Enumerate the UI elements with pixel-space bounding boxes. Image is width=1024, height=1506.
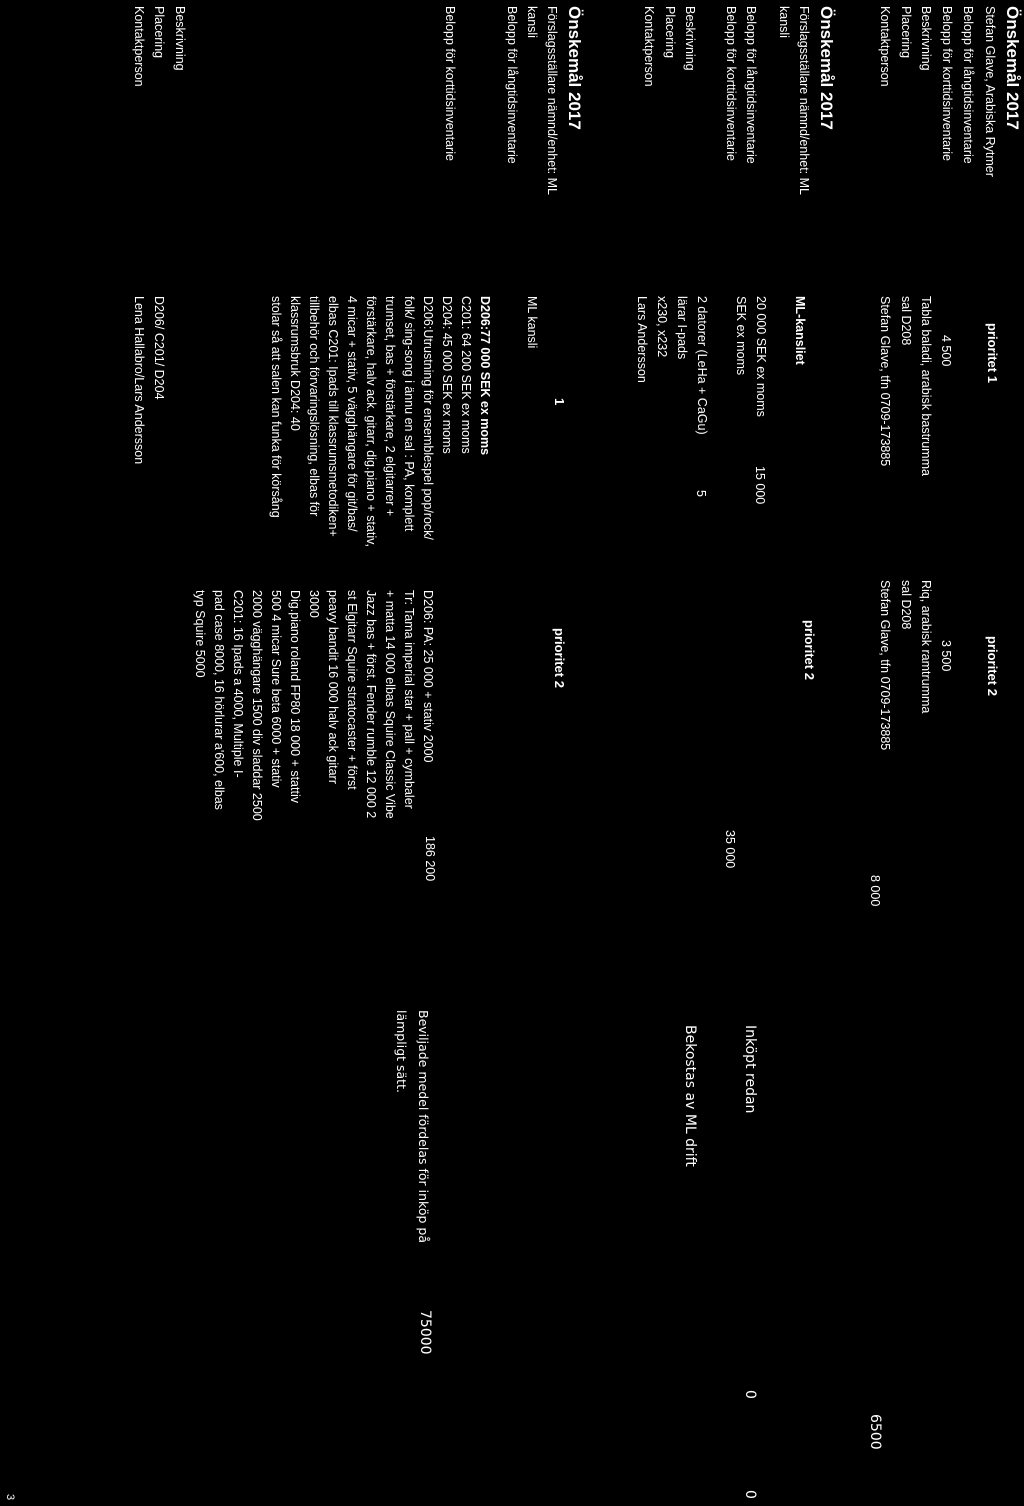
section3-col1-line: elbas C201: Ipads till klassrumsmetodiken+	[326, 296, 340, 537]
section3-amount-d204: D204: 45 000 SEK ex moms	[440, 296, 454, 454]
section2-col1-contact: Lars Andersson	[635, 296, 649, 383]
section3-total: 186 200	[423, 836, 437, 882]
section2-label-long-term: Belopp för långtidsinventarie	[744, 6, 758, 164]
section2-col1-long-term: 20 000 SEK ex moms	[754, 296, 768, 417]
section3-col2-line: Jazz bas + först. Fender rumble 12 000 2	[364, 590, 378, 819]
section2-col2-priority: prioritet 2	[802, 620, 817, 680]
section1-col1-placement: sal D208	[899, 296, 913, 346]
section1-total: 8 000	[868, 875, 882, 907]
section2-col2-long-term: 15 000	[753, 466, 767, 505]
section3-unit: ML kansli	[525, 296, 539, 349]
section3-col1-line: 4 micar + stativ, 5 vägghängare för git/bas/	[345, 296, 359, 532]
section1-label-long-term: Belopp för långtidsinventarie	[961, 6, 975, 164]
section3-col2-line: st Elgitarr Squire stratocaster + först	[345, 590, 359, 790]
section3-label-contact: Kontaktperson	[132, 6, 146, 87]
section3-col2-line: typ Squire 5000	[193, 590, 207, 678]
section3-amounts	[437, 296, 494, 455]
section2-unit: ML-kansliet	[793, 296, 807, 365]
section1-title: Önskemål 2017	[1003, 6, 1022, 130]
section3-col1-line: stolar så att salen kan funka för körsång	[269, 296, 283, 518]
section3-col2-line: peavy bandit 16 000 halv ack gitarr	[326, 590, 340, 784]
section3-priority1: 1	[552, 398, 567, 406]
section1-col2-placement: sal D208	[899, 580, 913, 630]
section3-col1-line: D206:Utrustning för ensemblespel pop/rock/	[421, 296, 435, 540]
section3-col2-line: 3000	[307, 590, 321, 618]
section1-label-contact: Kontaktperson	[878, 6, 892, 87]
section3-label-placement: Placering	[152, 6, 166, 59]
section2-label-description: Beskrivning	[683, 6, 697, 71]
section1-col1-short-term: 4 500	[939, 335, 953, 367]
section1-col2-description: Riq, arabisk ramtrumma	[919, 580, 933, 714]
section3-col2-line: Dig.piano roland FP80 18 000 + stattiv	[288, 590, 302, 803]
section2-title: Önskemål 2017	[817, 6, 836, 130]
section3-label-description: Beskrivning	[173, 6, 187, 71]
section3-col2-line: pad case 8000, 16 hörlurar a'600, elbas	[212, 590, 226, 810]
section3-proposer-line2: kansli	[525, 6, 539, 38]
section3-col2-line: D206: PA: 25 000 + stativ 2000	[421, 590, 435, 763]
section3-col1-line: förstärkare, halv ack. gitarr, dig.piano + stativ,	[364, 296, 378, 547]
section3-col1-description	[266, 296, 437, 547]
section3-col1-line: folk/ sing-song i ännu en sal : PA, komplett	[402, 296, 416, 532]
section3-col2-line: 2000 vägghängare 1500 div sladdar 2500	[250, 590, 264, 821]
section3-col1-line: klassrumsbruk D204: 40	[288, 296, 302, 431]
section2-comment2: Bekostas av ML drift	[682, 1025, 698, 1167]
section2-label-placement: Placering	[663, 6, 677, 59]
section3-label-long-term: Belopp för långtidsinventarie	[505, 6, 519, 164]
section3-col2-line: Tr: Tama imperial star + pall + cymbaler	[402, 590, 416, 809]
section2-decision-amount2: 0	[742, 1490, 758, 1499]
section3-comment-line: lämpligt sätt.	[394, 1010, 409, 1093]
section3-comment	[390, 1010, 434, 1243]
section1-col1-contact: Stefan Glave, tfn 0709-173885	[878, 296, 892, 467]
section2-comment: Inköpt redan	[742, 1025, 758, 1114]
section1-col2-priority: prioritet 2	[985, 636, 1000, 696]
section1-col1-priority: prioritet 1	[985, 323, 1000, 383]
section2-col1-short-term: SEK ex moms	[734, 296, 748, 376]
section3-col2-description	[190, 590, 437, 821]
section1-decision-amount: 6500	[867, 1414, 883, 1450]
section1-col2-contact: Stefan Glave, tfn 0709-173885	[878, 580, 892, 751]
section2-label-short-term: Belopp för korttidsinventarie	[724, 6, 738, 161]
section2-proposer-line1: Förslagsställare nämnd/enhet: ML	[797, 6, 811, 195]
section3-priority2: prioritet 2	[552, 628, 567, 688]
section3-decision-amount: 75000	[417, 1310, 433, 1355]
section3-amount-d206: D206:77 000 SEK ex moms	[478, 296, 492, 456]
section3-col1-line: tillbehör och förvaringslösning, elbas för	[307, 296, 321, 517]
section3-col2-line: C201: 16 Ipads a 4000, Multiple I-	[231, 590, 245, 778]
section3-amount-c201: C201: 64 200 SEK ex moms	[459, 296, 473, 454]
section1-label-short-term: Belopp för korttidsinventarie	[940, 6, 954, 161]
section2-proposer-line2: kansli	[777, 6, 791, 38]
section3-placement: D206/ C201/ D204	[152, 296, 166, 400]
section2-col1-extra: x230, x232	[655, 296, 669, 358]
section3-col2-line: 500 4 micar Sure beta 6000 + stativ	[269, 590, 283, 788]
section1-label-placement: Placering	[899, 6, 913, 59]
section2-total: 35 000	[723, 830, 737, 869]
section2-col2-count: 5	[694, 490, 708, 497]
section2-decision-amount: 0	[742, 1390, 758, 1399]
section1-proposer: Stefan Glave, Arabiska Rytmer	[983, 6, 997, 177]
section3-title: Önskemål 2017	[565, 6, 584, 130]
section2-label-contact: Kontaktperson	[642, 6, 656, 87]
section1-label-description: Beskrivning	[919, 6, 933, 71]
section3-contact: Lena Hallabro/Lars Andersson	[132, 296, 146, 465]
section3-label-short-term: Belopp för korttidsinventarie	[443, 6, 457, 161]
section1-col2-short-term: 3 500	[939, 640, 953, 672]
section3-col2-line: + matta 14 000 elbas Squire Classic Vibe	[383, 590, 397, 819]
section3-comment-line: Beviljade medel fördelas för inköp på	[416, 1010, 431, 1243]
section1-col1-description: Tabla baladi, arabisk bastrumma	[919, 296, 933, 476]
section3-col1-line: trumset, bas + förstärkare, 2 elgitarrer +	[383, 296, 397, 517]
section2-col1-placement: lärar I-pads	[675, 296, 689, 360]
page-number: 3	[4, 1494, 16, 1501]
section2-col1-description: 2 datorer (LeHa + CaGu)	[695, 296, 709, 435]
section3-proposer-line1: Förslagsställare nämnd/enhet: ML	[545, 6, 559, 195]
